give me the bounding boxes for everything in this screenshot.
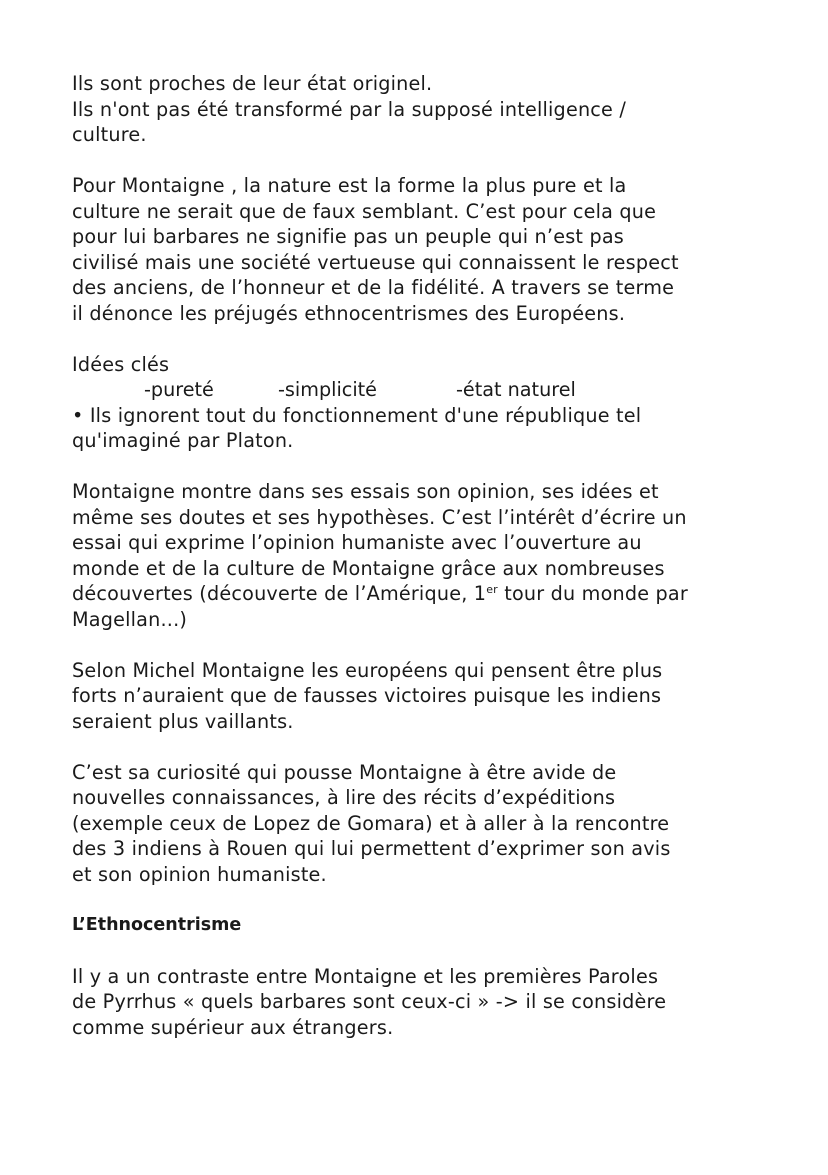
text-line: Ils sont proches de leur état originel. [72,72,433,95]
text-line: des 3 indiens à Rouen qui lui permettent d’exprimer son avis [72,837,671,860]
text-line: forts n’auraient que de fausses victoires puisque les indiens [72,684,662,707]
text-line: Magellan...) [72,607,188,631]
paragraph-contrast [72,964,768,1041]
text-line: Selon Michel Montaigne les européens qui pensent être plus [72,658,663,682]
text-line: essai qui exprime l’opinion humaniste avec l’ouverture au [72,531,642,554]
text-fragment: tour du monde par [497,582,688,605]
text-line: des anciens, de l’honneur et de la fidélité. A travers se terme [72,276,675,299]
text-fragment: découvertes (découverte de l’Amérique, 1 [72,582,487,605]
text-line: même ses doutes et ses hypothèses. C’est l’intérêt d’écrire un [72,505,687,529]
text-line: monde et de la culture de Montaigne grâce aux nombreuses [72,556,665,580]
text-line: pour lui barbares ne signifie pas un peuple qui n’est pas [72,225,624,248]
text-line [72,581,768,607]
paragraph-origin [72,71,768,148]
key-ideas-keywords [72,377,768,403]
key-ideas-title: Idées clés [72,352,170,376]
text-line: civilisé mais une société vertueuse qui connaissent le respect [72,250,679,274]
text-line: il dénonce les préjugés ethnocentrismes des Européens. [72,301,626,325]
text-line: Ils n'ont pas été transformé par la supposé intelligence / [72,97,627,121]
paragraph-curiosity [72,760,768,888]
bullet-line: qu'imaginé par Platon. [72,429,294,452]
text-line: (exemple ceux de Lopez de Gomara) et à aller à la rencontre [72,811,670,835]
text-line: culture ne serait que de faux semblant. C’est pour cela que [72,199,657,223]
text-line: de Pyrrhus « quels barbares sont ceux-ci » -> il se considère [72,990,667,1013]
text-line: nouvelles connaissances, à lire des récits d’expéditions [72,786,616,809]
paragraph-victories [72,658,768,735]
text-line: comme supérieur aux étrangers. [72,1015,394,1039]
keyword: -pureté [144,378,214,401]
text-line: seraient plus vaillants. [72,709,294,733]
keyword: -simplicité [278,378,377,401]
keyword: -état naturel [456,378,576,401]
text-line: et son opinion humaniste. [72,862,327,886]
section-heading: L’Ethnocentrisme [72,914,242,935]
superscript: er [486,583,498,596]
text-line: culture. [72,123,147,146]
key-ideas [72,352,768,454]
text-line: C’est sa curiosité qui pousse Montaigne à être avide de [72,760,617,784]
bullet-line: • Ils ignorent tout du fonctionnement d'une république tel [72,403,642,427]
paragraph-nature [72,173,768,326]
paragraph-essays [72,479,768,632]
text-line: Montaigne montre dans ses essais son opinion, ses idées et [72,480,659,503]
text-line: Pour Montaigne , la nature est la forme la plus pure et la [72,174,627,197]
text-line: Il y a un contraste entre Montaigne et les premières Paroles [72,964,659,988]
